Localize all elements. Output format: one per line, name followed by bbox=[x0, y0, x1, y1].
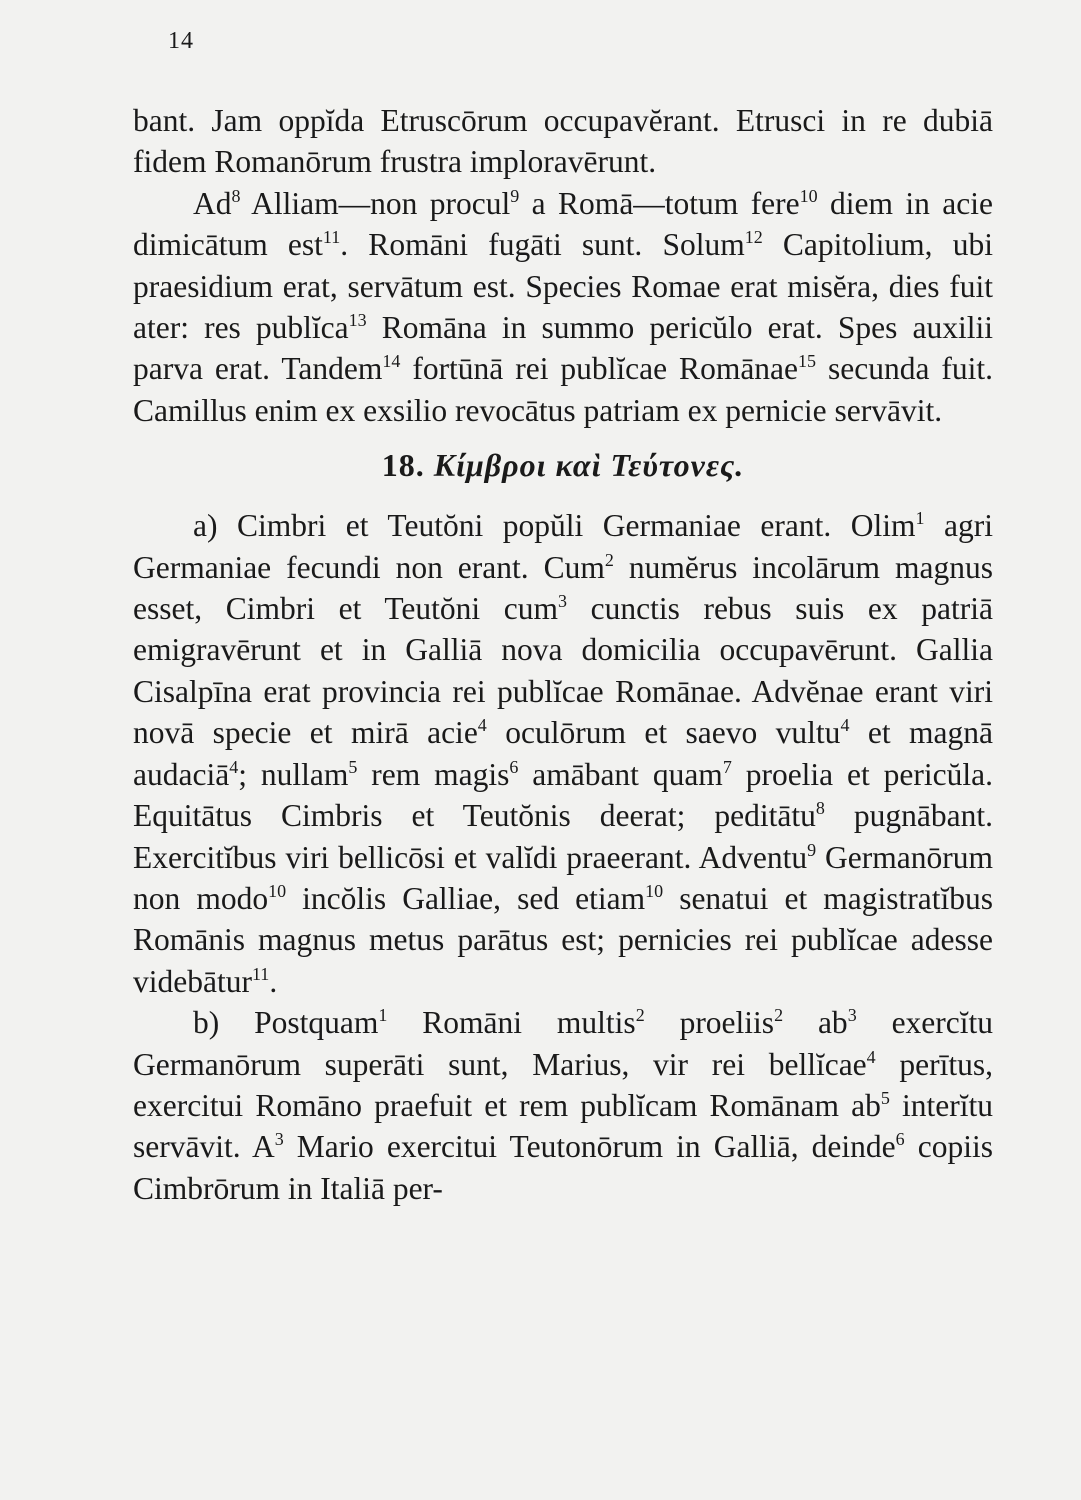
footnote-ref: 2 bbox=[774, 1005, 784, 1026]
section-number: 18. bbox=[381, 447, 425, 484]
footnote-ref: 4 bbox=[866, 1046, 876, 1067]
footnote-ref: 5 bbox=[880, 1087, 890, 1108]
footnote-ref: 6 bbox=[895, 1129, 905, 1150]
section-heading bbox=[133, 439, 993, 491]
footnote-ref: 11 bbox=[251, 963, 270, 984]
footnote-ref: 3 bbox=[558, 591, 567, 612]
footnote-ref: 8 bbox=[231, 185, 241, 206]
footnote-ref: 13 bbox=[348, 310, 367, 331]
footnote-ref: 4 bbox=[840, 715, 850, 736]
footnote-ref: 2 bbox=[604, 549, 614, 570]
section-title: Κίμβροι καὶ Τεύτονες. bbox=[433, 447, 745, 484]
part-label: a) bbox=[193, 508, 218, 544]
footnote-ref: 10 bbox=[799, 185, 818, 206]
footnote-ref: 9 bbox=[510, 185, 520, 206]
page-number: 14 bbox=[168, 28, 194, 54]
footnote-ref: 10 bbox=[645, 880, 664, 901]
paragraph-b: b) Postquam$^1$ Romāni multis$^2$ proeliis$^2$ $ab^3$ exercĭtu Germanōrum superāti sunt, Marius, vir rei bellĭcae$^4$ perītus, exercitui Romāno praefuit et rem publĭcam Romānam $ab^5$ interĭtu servāvit. $A^3$ Mario exercitui Teutonōrum in Galliā, deinde$^6$ copiis Cimbrōrum in Italiā per- bbox=[133, 1005, 994, 1206]
footnote-ref: 4 bbox=[229, 756, 239, 777]
footnote-ref: 2 bbox=[635, 1005, 645, 1026]
intro-paragraph-2: Ad$^8$ Alliam—non procul$^9$ a Romā—totum fere$^{10}$ diem in acie dimicātum est$^{11}$. Romāni fugāti sunt. Solum$^{12}$ Capitolium, ubi praesidium erat, servātum est. Species Romae erat misĕra, dies fuit ater: res publĭca$^{13}$ Romāna in summo pericŭlo erat. Spes auxilii parva erat. Tandem$^{14}$ fortūnā rei publĭcae Romānae$^{15}$ secunda fuit. Camillus enim ex exsilio revocātus patriam ex pernicie servāvit. bbox=[133, 185, 994, 428]
footnote-ref: 11 bbox=[322, 227, 341, 248]
paragraph-a: a) Cimbri et Teutŏni popŭli Germaniae erant. Olim$^1$ agri Germaniae fecundi non erant. Cum$^2$ numĕrus incolārum magnus esset, Cimbri et Teutŏni cum$^3$ cunctis rebus suis ex patriā emigravērunt et in Galliā nova domicilia occupavērunt. Gallia Cisalpīna erat provincia rei publĭcae Romānae. Advĕnae erant viri novā specie et mirā acie$^4$ oculōrum et saevo vultu$^4$ et magnā audaciā$^4$; nullam$^5$ rem magis$^6$ amābant quam$^7$ proelia et pericŭla. Equitātus Cimbris et Teutŏnis deerat; peditātu$^8$ pugnābant. Exercitĭbus viri bellicōsi et valĭdi praeerant. Adventu$^9$ Germanōrum non modo$^{10}$ incŏlis Galliae, sed etiam$^{10}$ senatui et magistratĭbus Romānis magnus metus parātus est; pernicies rei publĭcae adesse videbātur$^{11}$. bbox=[133, 508, 994, 999]
footnote-ref: 12 bbox=[744, 227, 763, 248]
footnote-ref: 14 bbox=[382, 351, 401, 372]
footnote-ref: 15 bbox=[798, 351, 817, 372]
part-label: b) bbox=[193, 1005, 220, 1041]
footnote-ref: 9 bbox=[807, 839, 817, 860]
intro-paragraph-1: bant. Jam oppĭda Etruscōrum occupavĕrant. Etrusci in re dubiā fidem Romanōrum frustra imploravērunt. bbox=[133, 103, 993, 180]
footnote-ref: 10 bbox=[268, 880, 287, 901]
footnote-ref: 3 bbox=[274, 1129, 284, 1150]
footnote-ref: 7 bbox=[722, 756, 732, 777]
footnote-ref: 8 bbox=[815, 798, 825, 819]
footnote-ref: 1 bbox=[915, 508, 925, 529]
footnote-ref: 4 bbox=[477, 715, 487, 736]
footnote-ref: 1 bbox=[378, 1005, 388, 1026]
footnote-ref: 6 bbox=[509, 756, 519, 777]
page-body bbox=[133, 100, 993, 1209]
footnote-ref: 3 bbox=[847, 1005, 857, 1026]
footnote-ref: 5 bbox=[348, 756, 358, 777]
